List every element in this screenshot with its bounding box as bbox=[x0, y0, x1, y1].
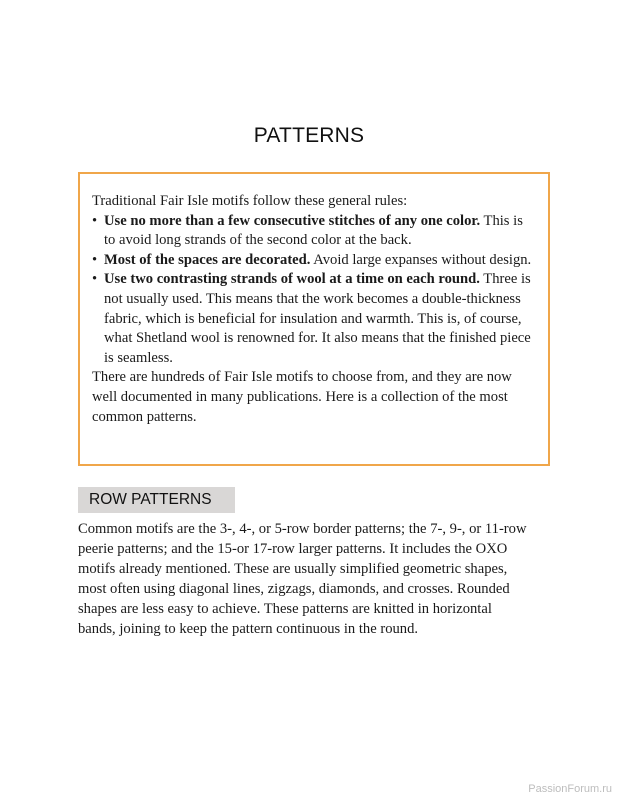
watermark: PassionForum.ru bbox=[528, 783, 612, 795]
rule-item-text: This is to avoid long strands of the second color at the back. bbox=[104, 212, 523, 249]
rules-list bbox=[92, 212, 536, 369]
rule-item-bold: Use two contrasting strands of wool at a time on each round. bbox=[104, 271, 480, 288]
rules-closing: There are hundreds of Fair Isle motifs to choose from, and they are now well documented in many publications. Here is a collection of the most common patterns. bbox=[92, 369, 512, 425]
rule-item-text: Three is not usually used. This means that the work becomes a double-thickness fabric, which is beneficial for insulation and warmth. This is, of course, what Shetland wool is renowned for. It also means that the finished piece is seamless. bbox=[104, 271, 531, 366]
rule-item-bold: Use no more than a few consecutive stitches of any one color. bbox=[104, 212, 481, 229]
row-patterns-body: Common motifs are the 3-, 4-, or 5-row border patterns; the 7-, 9-, or 11-row peerie patterns; and the 15-or 17-row larger patterns. It includes the OXO motifs already mentioned. These are usually simplified geometric shapes, most often using diagonal lines, zigzags, diamonds, and crosses. Rounded shapes are less easy to achieve. These patterns are knitted in horizontal bands, joining to keep the pattern continuous in the round. bbox=[78, 521, 527, 637]
rules-intro: Traditional Fair Isle motifs follow these general rules: bbox=[92, 193, 408, 209]
rule-item bbox=[92, 212, 536, 251]
rule-item bbox=[92, 251, 536, 271]
section-heading-row-patterns: ROW PATTERNS bbox=[78, 487, 235, 513]
rule-item-bold: Most of the spaces are decorated. bbox=[104, 251, 311, 268]
rules-box bbox=[78, 172, 550, 466]
page-title: PATTERNS bbox=[253, 124, 365, 147]
rule-item bbox=[92, 270, 536, 368]
rule-item-text: Avoid large expanses without design. bbox=[310, 251, 532, 268]
